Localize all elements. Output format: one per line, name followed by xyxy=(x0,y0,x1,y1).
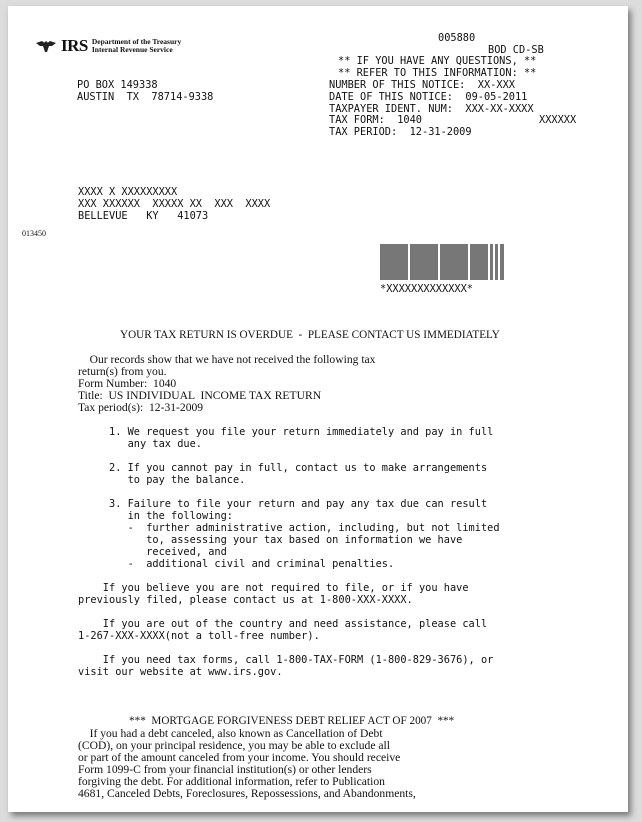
tax-form-code: XXXXXX xyxy=(539,114,577,126)
tax-period-line: Tax period(s): 12-31-2009 xyxy=(78,401,204,414)
recipient-line-2: XXX XXXXXX XXXXX XX XXX XXXX xyxy=(78,198,271,210)
paragraph-2b: 1-267-XXX-XXXX(not a toll-free number). xyxy=(78,630,320,642)
paragraph-3b: visit our website at www.irs.gov. xyxy=(78,666,283,678)
form-number: Form Number: 1040 xyxy=(78,377,177,390)
form-title: Title: US INDIVIDUAL INCOME TAX RETURN xyxy=(78,389,322,402)
return-address-line-2: AUSTIN TX 78714-9338 xyxy=(77,91,214,103)
notice-date: DATE OF THIS NOTICE: 09-05-2011 xyxy=(329,91,528,103)
notice-page xyxy=(8,6,628,812)
mortgage-line-1: If you had a debt canceled, also known as Cancellation of Debt xyxy=(78,727,383,740)
list-item-3e: received, and xyxy=(109,546,227,558)
paragraph-2a: If you are out of the country and need assistance, please call xyxy=(78,618,488,630)
agency-abbr: IRS xyxy=(61,36,88,55)
margin-code: 013450 xyxy=(22,229,46,238)
questions-line-2: ** REFER TO THIS INFORMATION: ** xyxy=(338,67,537,79)
barcode-text: *XXXXXXXXXXXXX* xyxy=(380,283,473,295)
mortgage-line-3: or part of the amount canceled from your income. You should receive xyxy=(78,751,401,764)
mortgage-line-6: 4681, Canceled Debts, Foreclosures, Repossessions, and Abandonments, xyxy=(78,787,416,800)
list-item-1b: any tax due. xyxy=(109,438,202,450)
notice-title: YOUR TAX RETURN IS OVERDUE - PLEASE CONTACT US IMMEDIATELY xyxy=(120,329,500,341)
return-address-line-1: PO BOX 149338 xyxy=(77,79,158,91)
taxpayer-id: TAXPAYER IDENT. NUM: XXX-XX-XXXX xyxy=(329,103,534,115)
paragraph-3a: If you need tax forms, call 1-800-TAX-FORM (1-800-829-3676), or xyxy=(78,654,494,666)
intro-line-1: Our records show that we have not received the following tax xyxy=(78,353,376,366)
tax-form: TAX FORM: 1040 xyxy=(329,114,422,126)
list-item-3c: - further administrative action, including, but not limited xyxy=(109,522,500,534)
notice-code-1: 005880 xyxy=(438,32,476,44)
list-item-1a: 1. We request you file your return immediately and pay in full xyxy=(109,426,494,438)
intro-line-2: return(s) from you. xyxy=(78,365,167,378)
notice-code-2: BOD CD-SB xyxy=(488,44,544,56)
list-item-3b: in the following: xyxy=(109,510,233,522)
eagle-icon xyxy=(35,38,57,54)
questions-line-1: ** IF YOU HAVE ANY QUESTIONS, ** xyxy=(338,55,537,67)
mortgage-title: *** MORTGAGE FORGIVENESS DEBT RELIEF ACT OF 2007 *** xyxy=(129,715,455,727)
mortgage-line-5: forgiving the debt. For additional information, refer to Publication xyxy=(78,775,385,788)
mortgage-line-4: Form 1099-C from your financial institution(s) or other lenders xyxy=(78,763,372,776)
agency-line2: Internal Revenue Service xyxy=(91,45,173,54)
list-item-2a: 2. If you cannot pay in full, contact us to make arrangements xyxy=(109,462,488,474)
mortgage-line-2: (COD), on your principal residence, you may be able to exclude all xyxy=(78,739,390,752)
tax-period: TAX PERIOD: 12-31-2009 xyxy=(329,126,472,138)
notice-number: NUMBER OF THIS NOTICE: XX-XXX xyxy=(329,79,515,91)
irs-logo xyxy=(35,36,181,56)
barcode xyxy=(380,244,504,280)
recipient-line-1: XXXX X XXXXXXXXX xyxy=(78,186,178,198)
list-item-3a: 3. Failure to file your return and pay any tax due can result xyxy=(109,498,488,510)
paragraph-1b: previously filed, please contact us at 1-800-XXX-XXXX. xyxy=(78,594,413,606)
paragraph-1a: If you believe you are not required to file, or if you have xyxy=(78,582,469,594)
agency-line1: Department of the Treasury xyxy=(91,37,182,46)
list-item-3d: to, assessing your tax based on information we have xyxy=(109,534,463,546)
list-item-3f: - additional civil and criminal penalties. xyxy=(109,558,395,570)
list-item-2b: to pay the balance. xyxy=(109,474,246,486)
recipient-line-3: BELLEVUE KY 41073 xyxy=(78,210,209,222)
